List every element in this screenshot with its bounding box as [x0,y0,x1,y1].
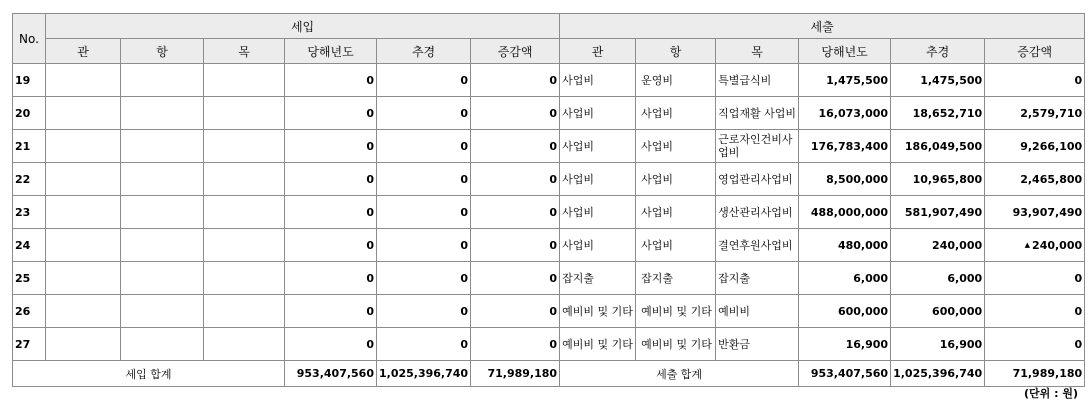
totals-row [13,361,1085,387]
income-supplementary: 0 [377,163,471,196]
income-supplementary: 0 [377,64,471,97]
income-kwan [46,163,121,196]
income-mok [204,64,285,97]
expense-kwan: 예비비 및 기타 [560,295,636,328]
expense-current: 8,500,000 [799,163,891,196]
income-difference: 0 [471,97,560,130]
income-difference: 0 [471,130,560,163]
income-hang [121,295,204,328]
expense-difference: 0 [985,64,1085,97]
income-current: 0 [285,196,377,229]
income-supplementary: 0 [377,295,471,328]
income-kwan [46,229,121,262]
income-difference: 0 [471,163,560,196]
income-supplementary: 0 [377,262,471,295]
header-expense-difference: 증감액 [985,39,1085,64]
row-number: 20 [13,97,46,130]
expense-mok: 결연후원사업비 [716,229,799,262]
expense-kwan: 사업비 [560,130,636,163]
header-income-kwan: 관 [46,39,121,64]
row-number: 25 [13,262,46,295]
income-difference: 0 [471,196,560,229]
income-difference: 0 [471,262,560,295]
expense-current: 16,900 [799,328,891,361]
income-total-difference: 71,989,180 [471,361,560,387]
income-hang [121,262,204,295]
income-mok [204,262,285,295]
income-hang [121,163,204,196]
expense-kwan: 사업비 [560,196,636,229]
income-current: 0 [285,328,377,361]
expense-current: 480,000 [799,229,891,262]
expense-difference [985,229,1085,262]
expense-mok: 반환금 [716,328,799,361]
expense-supplementary: 16,900 [891,328,985,361]
expense-supplementary: 18,652,710 [891,97,985,130]
income-kwan [46,262,121,295]
expense-current: 16,073,000 [799,97,891,130]
income-current: 0 [285,64,377,97]
expense-current: 488,000,000 [799,196,891,229]
expense-mok: 특별급식비 [716,64,799,97]
expense-kwan: 사업비 [560,64,636,97]
header-expense-kwan: 관 [560,39,636,64]
expense-hang: 운영비 [636,64,716,97]
table-row [13,328,1085,361]
income-supplementary: 0 [377,97,471,130]
expense-supplementary: 240,000 [891,229,985,262]
triangle-up-icon: ▲ [1024,240,1031,249]
income-total-label: 세입 합계 [13,361,285,387]
expense-hang: 사업비 [636,229,716,262]
table-body [13,64,1085,361]
income-difference: 0 [471,229,560,262]
expense-current: 176,783,400 [799,130,891,163]
expense-difference: 9,266,100 [985,130,1085,163]
income-kwan [46,130,121,163]
income-kwan [46,64,121,97]
table-row [13,295,1085,328]
expense-total-supplementary: 1,025,396,740 [891,361,985,387]
income-total-current: 953,407,560 [285,361,377,387]
income-kwan [46,97,121,130]
expense-difference: 2,465,800 [985,163,1085,196]
subheader-row [13,39,1085,64]
unit-note: (단위 : 원) [1024,387,1078,400]
expense-hang: 잡지출 [636,262,716,295]
expense-hang: 사업비 [636,163,716,196]
expense-current: 600,000 [799,295,891,328]
income-mok [204,295,285,328]
income-total-supplementary: 1,025,396,740 [377,361,471,387]
expense-mok: 근로자인건비사업비 [716,130,799,163]
income-current: 0 [285,97,377,130]
income-difference: 0 [471,328,560,361]
income-mok [204,196,285,229]
expense-supplementary: 186,049,500 [891,130,985,163]
header-income-current: 당해년도 [285,39,377,64]
income-difference: 0 [471,64,560,97]
income-mok [204,97,285,130]
difference-value: 240,000 [1032,238,1083,252]
budget-table [12,13,1085,387]
table-row [13,163,1085,196]
expense-mok: 직업재활 사업비 [716,97,799,130]
expense-total-current: 953,407,560 [799,361,891,387]
row-number: 22 [13,163,46,196]
header-income-mok: 목 [204,39,285,64]
expense-mok: 예비비 [716,295,799,328]
expense-mok: 생산관리사업비 [716,196,799,229]
header-expense-current: 당해년도 [799,39,891,64]
row-number: 21 [13,130,46,163]
header-expense-supplementary: 추경 [891,39,985,64]
expense-supplementary: 10,965,800 [891,163,985,196]
income-supplementary: 0 [377,196,471,229]
header-income: 세입 [46,14,560,39]
expense-hang: 예비비 및 기타 [636,295,716,328]
income-current: 0 [285,130,377,163]
table-row [13,196,1085,229]
expense-kwan: 잡지출 [560,262,636,295]
row-number: 19 [13,64,46,97]
header-expense-hang: 항 [636,39,716,64]
income-mok [204,229,285,262]
expense-current: 6,000 [799,262,891,295]
expense-difference: 0 [985,328,1085,361]
income-difference: 0 [471,295,560,328]
header-income-hang: 항 [121,39,204,64]
table-row [13,97,1085,130]
expense-mok: 잡지출 [716,262,799,295]
expense-kwan: 예비비 및 기타 [560,328,636,361]
row-number: 23 [13,196,46,229]
table-row [13,229,1085,262]
expense-hang: 사업비 [636,97,716,130]
expense-total-difference: 71,989,180 [985,361,1085,387]
income-mok [204,163,285,196]
expense-current: 1,475,500 [799,64,891,97]
expense-kwan: 사업비 [560,229,636,262]
expense-total-label: 세출 합계 [560,361,799,387]
expense-difference: 2,579,710 [985,97,1085,130]
header-expense-mok: 목 [716,39,799,64]
income-hang [121,130,204,163]
income-hang [121,196,204,229]
income-mok [204,130,285,163]
expense-supplementary: 600,000 [891,295,985,328]
expense-hang: 예비비 및 기타 [636,328,716,361]
expense-kwan: 사업비 [560,97,636,130]
income-supplementary: 0 [377,328,471,361]
income-current: 0 [285,229,377,262]
income-hang [121,64,204,97]
expense-hang: 사업비 [636,196,716,229]
income-kwan [46,295,121,328]
income-current: 0 [285,295,377,328]
income-current: 0 [285,262,377,295]
income-kwan [46,328,121,361]
header-income-difference: 증감액 [471,39,560,64]
row-number: 27 [13,328,46,361]
income-mok [204,328,285,361]
income-hang [121,328,204,361]
expense-kwan: 사업비 [560,163,636,196]
table-row [13,262,1085,295]
expense-difference: 0 [985,295,1085,328]
expense-supplementary: 581,907,490 [891,196,985,229]
header-income-supplementary: 추경 [377,39,471,64]
expense-supplementary: 1,475,500 [891,64,985,97]
header-expense: 세출 [560,14,1085,39]
table-row [13,130,1085,163]
income-current: 0 [285,163,377,196]
expense-hang: 사업비 [636,130,716,163]
income-hang [121,229,204,262]
table-row [13,64,1085,97]
expense-difference: 0 [985,262,1085,295]
expense-supplementary: 6,000 [891,262,985,295]
income-kwan [46,196,121,229]
expense-mok: 영업관리사업비 [716,163,799,196]
row-number: 24 [13,229,46,262]
header-no: No. [13,14,46,64]
income-hang [121,97,204,130]
income-supplementary: 0 [377,130,471,163]
income-supplementary: 0 [377,229,471,262]
expense-difference: 93,907,490 [985,196,1085,229]
row-number: 26 [13,295,46,328]
